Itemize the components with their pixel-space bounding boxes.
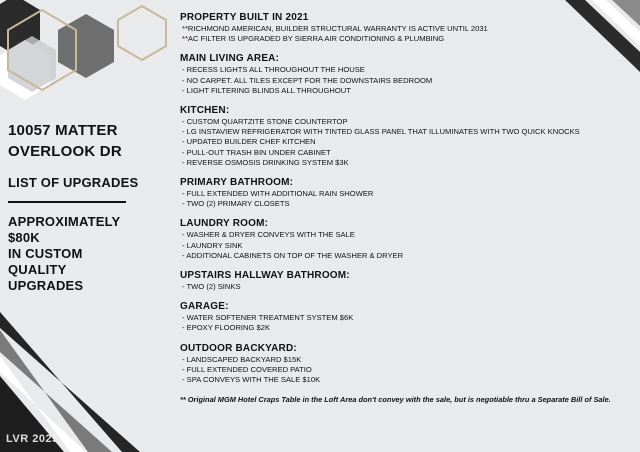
section-heading: PRIMARY BATHROOM: xyxy=(180,177,294,189)
list-item: - FULL EXTENDED COVERED PATIO xyxy=(182,364,312,374)
section-laundry-room xyxy=(180,218,635,261)
list-item: - TWO (2) SINKS xyxy=(182,282,241,292)
list-item: - UPDATED BUILDER CHEF KITCHEN xyxy=(182,137,316,147)
approx-line: QUALITY xyxy=(8,262,67,277)
list-item: - RECESS LIGHTS ALL THROUGHOUT THE HOUSE xyxy=(182,65,365,75)
list-item: - FULL EXTENDED WITH ADDITIONAL RAIN SHOWER xyxy=(182,189,374,199)
approx-line: APPROXIMATELY xyxy=(8,214,121,229)
section-kitchen xyxy=(180,105,635,168)
section-heading: GARAGE: xyxy=(180,301,229,313)
approx-line: $80K xyxy=(8,230,40,245)
left-panel xyxy=(8,120,158,294)
list-item: - CUSTOM QUARTZITE STONE COUNTERTOP xyxy=(182,117,348,127)
list-title: LIST OF UPGRADES xyxy=(8,175,139,190)
section-garage xyxy=(180,301,635,333)
section-main-living xyxy=(180,53,635,96)
section-outdoor-backyard xyxy=(180,343,635,386)
list-item: - LIGHT FILTERING BLINDS ALL THROUGHOUT xyxy=(182,85,351,95)
list-item: **AC FILTER IS UPGRADED BY SIERRA AIR CONDITIONING & PLUMBING xyxy=(182,34,445,44)
list-item: - LAUNDRY SINK xyxy=(182,240,243,250)
list-item: - NO CARPET. ALL TILES EXCEPT FOR THE DOWNSTAIRS BEDROOM xyxy=(182,75,433,85)
approx-line: UPGRADES xyxy=(8,278,84,293)
approx-line: IN CUSTOM xyxy=(8,246,83,261)
list-item: - EPOXY FLOORING $2K xyxy=(182,323,271,333)
list-item: - REVERSE OSMOSIS DRINKING SYSTEM $3K xyxy=(182,157,349,167)
address-line-2: OVERLOOK DR xyxy=(8,143,122,160)
list-item: - PULL-OUT TRASH BIN UNDER CABINET xyxy=(182,147,331,157)
section-heading: MAIN LIVING AREA: xyxy=(180,53,280,65)
section-upstairs-bathroom xyxy=(180,270,635,292)
list-item: - ADDITIONAL CABINETS ON TOP OF THE WASHER & DRYER xyxy=(182,250,404,260)
section-heading: UPSTAIRS HALLWAY BATHROOM: xyxy=(180,270,350,282)
section-primary-bathroom xyxy=(180,177,635,209)
section-heading: PROPERTY BUILT IN 2021 xyxy=(180,12,309,23)
list-item: - SPA CONVEYS WITH THE SALE $10K xyxy=(182,375,321,385)
section-heading: KITCHEN: xyxy=(180,105,230,117)
address-line-1: 10057 MATTER xyxy=(8,122,118,139)
section-property-built xyxy=(180,12,635,44)
approx-summary xyxy=(8,214,158,294)
list-item: **RICHMOND AMERICAN, BUILDER STRUCTURAL WARRANTY IS ACTIVE UNTIL 2031 xyxy=(182,24,488,33)
list-item: - WATER SOFTENER TREATMENT SYSTEM $6K xyxy=(182,313,354,323)
list-item: - LANDSCAPED BACKYARD $15K xyxy=(182,354,302,364)
watermark: LVR 2025 xyxy=(6,433,59,445)
list-item: - LG INSTAVIEW REFRIGERATOR WITH TINTED GLASS PANEL THAT ILLUMINATES WITH TWO QUICK KNOCKS xyxy=(182,127,580,137)
list-item: - TWO (2) PRIMARY CLOSETS xyxy=(182,199,290,209)
section-heading: OUTDOOR BACKYARD: xyxy=(180,342,297,354)
section-heading: LAUNDRY ROOM: xyxy=(180,218,269,230)
divider xyxy=(8,201,126,203)
list-item: - WASHER & DRYER CONVEYS WITH THE SALE xyxy=(182,230,355,240)
upgrade-list xyxy=(180,12,635,405)
hexagon-outline-top xyxy=(118,6,166,60)
footnote: ** Original MGM Hotel Craps Table in the Loft Area don't convey with the sale, but is negotiable thru a Separate Bill of Sale. xyxy=(180,395,611,405)
